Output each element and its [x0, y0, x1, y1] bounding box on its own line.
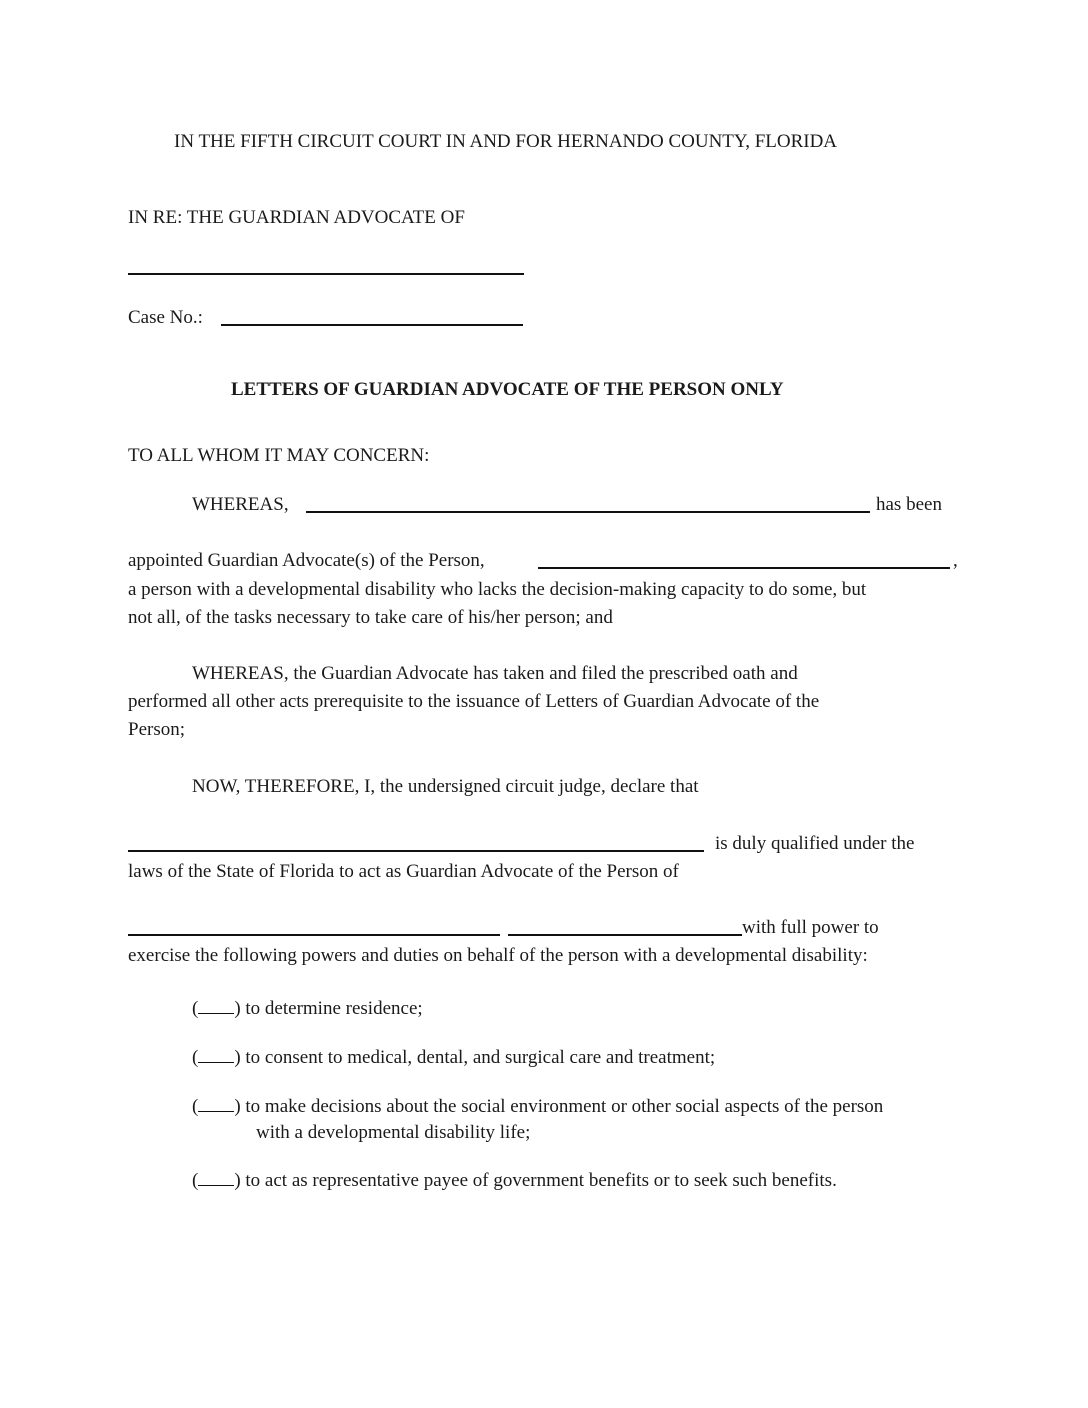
para2-line3: Person;: [128, 719, 185, 740]
court-header: IN THE FIFTH CIRCUIT COURT IN AND FOR HERNANDO COUNTY, FLORIDA: [174, 131, 838, 152]
para1-tail: has been: [876, 494, 942, 515]
power-text-medical: to consent to medical, dental, and surgical care and treatment;: [245, 1047, 716, 1068]
para2-line2: performed all other acts prerequisite to the issuance of Letters of Guardian Advocate of the: [128, 691, 820, 712]
para2-line1: WHEREAS, the Guardian Advocate has taken and filed the prescribed oath and: [192, 663, 798, 684]
power-checkbox-medical[interactable]: ( ): [192, 1047, 241, 1068]
ward-name-line[interactable]: [128, 273, 524, 275]
para1-line4: not all, of the tasks necessary to take care of his/her person; and: [128, 607, 613, 628]
power-item-residence: [192, 998, 423, 1020]
case-number-label: Case No.:: [128, 307, 203, 328]
para1-line3: a person with a developmental disability who lacks the decision-making capacity to do some, but: [128, 579, 867, 600]
ward-name-line-2[interactable]: [128, 934, 500, 936]
ward-detail-line[interactable]: [508, 934, 742, 936]
para3-line1: NOW, THEREFORE, I, the undersigned circuit judge, declare that: [192, 776, 699, 797]
para3-line4-tail: with full power to: [742, 917, 879, 938]
qualified-guardian-line[interactable]: [128, 850, 704, 852]
power-checkbox-payee[interactable]: ( ): [192, 1170, 241, 1191]
power-item-medical: [192, 1047, 715, 1069]
para3-line3: laws of the State of Florida to act as Guardian Advocate of the Person of: [128, 861, 679, 882]
power-text-social-continuation: with a developmental disability life;: [256, 1122, 531, 1143]
para1-line2-lead: appointed Guardian Advocate(s) of the Person,: [128, 550, 485, 571]
para3-line2-tail: is duly qualified under the: [715, 833, 915, 854]
power-text-payee: to act as representative payee of government benefits or to seek such benefits.: [245, 1170, 837, 1191]
para1-lead: WHEREAS,: [192, 494, 289, 515]
salutation: TO ALL WHOM IT MAY CONCERN:: [128, 445, 430, 466]
power-text-residence: to determine residence;: [245, 998, 423, 1019]
para3-line5: exercise the following powers and duties on behalf of the person with a developmental disability:: [128, 945, 868, 966]
power-checkbox-residence[interactable]: ( ): [192, 998, 241, 1019]
document-title: LETTERS OF GUARDIAN ADVOCATE OF THE PERSON ONLY: [231, 379, 784, 400]
guardian-name-line[interactable]: [306, 511, 870, 513]
power-item-payee: [192, 1170, 837, 1192]
in-re-heading: IN RE: THE GUARDIAN ADVOCATE OF: [128, 207, 465, 228]
power-checkbox-social[interactable]: ( ): [192, 1096, 241, 1117]
power-item-social: [192, 1096, 883, 1118]
person-name-line[interactable]: [538, 567, 950, 569]
power-text-social: to make decisions about the social environment or other social aspects of the person: [245, 1096, 884, 1117]
para1-line2-tail: ,: [953, 550, 958, 571]
case-number-line[interactable]: [221, 324, 523, 326]
